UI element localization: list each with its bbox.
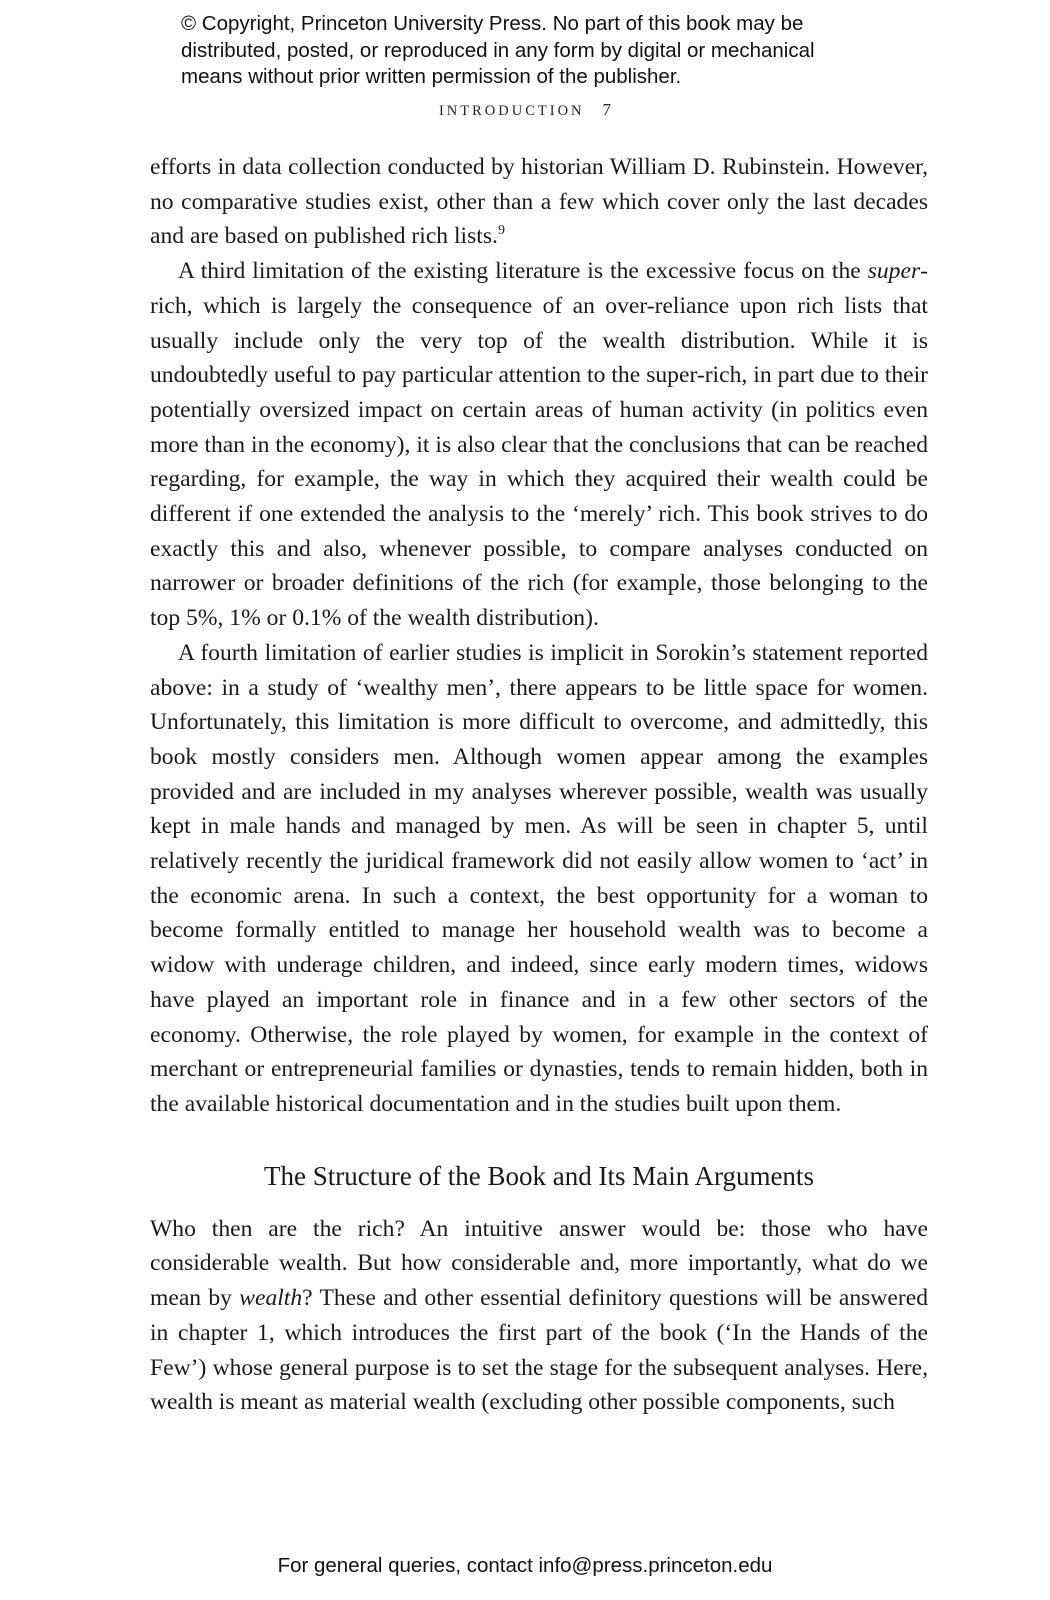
copyright-notice <box>181 11 941 91</box>
paragraph-2-lead: A third limitation of the existing literature is the excessive focus on the <box>178 258 868 285</box>
body-text <box>150 150 928 1420</box>
copyright-line-3: means without prior written permission of the publisher. <box>181 65 682 88</box>
paragraph-4-lead: Who then are the rich? An intuitive answer would be: those who have considerable wealth. But how considerable and, more importantly, what do we mean by <box>150 1215 928 1312</box>
paragraph-4-rest: ? These and other essential definitory questions will be answered in chapter 1, which introduces the first part of the book (‘In the Hands of the Few’) whose general purpose is to set the stage for the subsequent analyses. Here, wealth is meant as material wealth (excluding other possible components, such <box>150 1285 929 1416</box>
page-number: 7 <box>602 100 612 119</box>
paragraph-2-rest: -rich, which is largely the consequence of an over-reliance upon rich lists that usually include only the very top of the wealth distribution. While it is undoubtedly useful to pay particular attention to the super-rich, in part due to their potentially oversized impact on certain areas of human activity (in politics even more than in the economy), it is also clear that the conclusions that can be reached regarding, for example, the way in which they acquired their wealth could be different if one extended the analysis to the ‘merely’ rich. This book strives to do exactly this and also, whenever possible, to compare analyses conducted on narrower or broader definitions of the rich (for example, those belonging to the top 5%, 1% or 0.1% of the wealth distribution). <box>150 258 928 632</box>
copyright-line-2: distributed, posted, or reproduced in any form by digital or mechanical <box>181 38 815 62</box>
paragraph-2-italic: super <box>867 258 921 285</box>
paragraph-2 <box>150 254 928 636</box>
section-heading: The Structure of the Book and Its Main Arguments <box>264 1160 814 1191</box>
footer-contact: For general queries, contact info@press.princeton.edu <box>277 1554 773 1577</box>
running-head-title: INTRODUCTION <box>438 103 585 119</box>
paragraph-4 <box>150 1212 928 1420</box>
copyright-line-1: © Copyright, Princeton University Press. No part of this book may be <box>181 12 804 35</box>
paragraph-1 <box>150 150 928 254</box>
paragraph-1-text: efforts in data collection conducted by historian William D. Rubinstein. However, no comparative studies exist, other than a few which cover only the last decades and are based on published rich lists. <box>150 154 928 250</box>
footnote-reference: 9 <box>497 223 505 239</box>
paragraph-4-italic: wealth <box>239 1285 303 1312</box>
running-head <box>0 100 1050 120</box>
paragraph-3: A fourth limitation of earlier studies is implicit in Sorokin’s statement reported above: in a study of ‘wealthy men’, there appears to be little space for women. Unfortunately, this limitation is more difficult to overcome, and admittedly, this book mostly considers men. Although women appear among the examples provided and are included in my analyses wherever possible, wealth was usually kept in male hands and managed by men. As will be seen in chapter 5, until relatively recently the juridical framework did not easily allow women to ‘act’ in the economic arena. In such a context, the best opportunity for a woman to become formally entitled to manage her household wealth was to become a widow with underage children, and indeed, since early modern times, widows have played an important role in finance and in a few other sectors of the economy. Otherwise, the role played by women, for example in the context of merchant or entrepreneurial families or dynasties, tends to remain hidden, both in the available historical documentation and in the studies built upon them. <box>150 639 928 1117</box>
